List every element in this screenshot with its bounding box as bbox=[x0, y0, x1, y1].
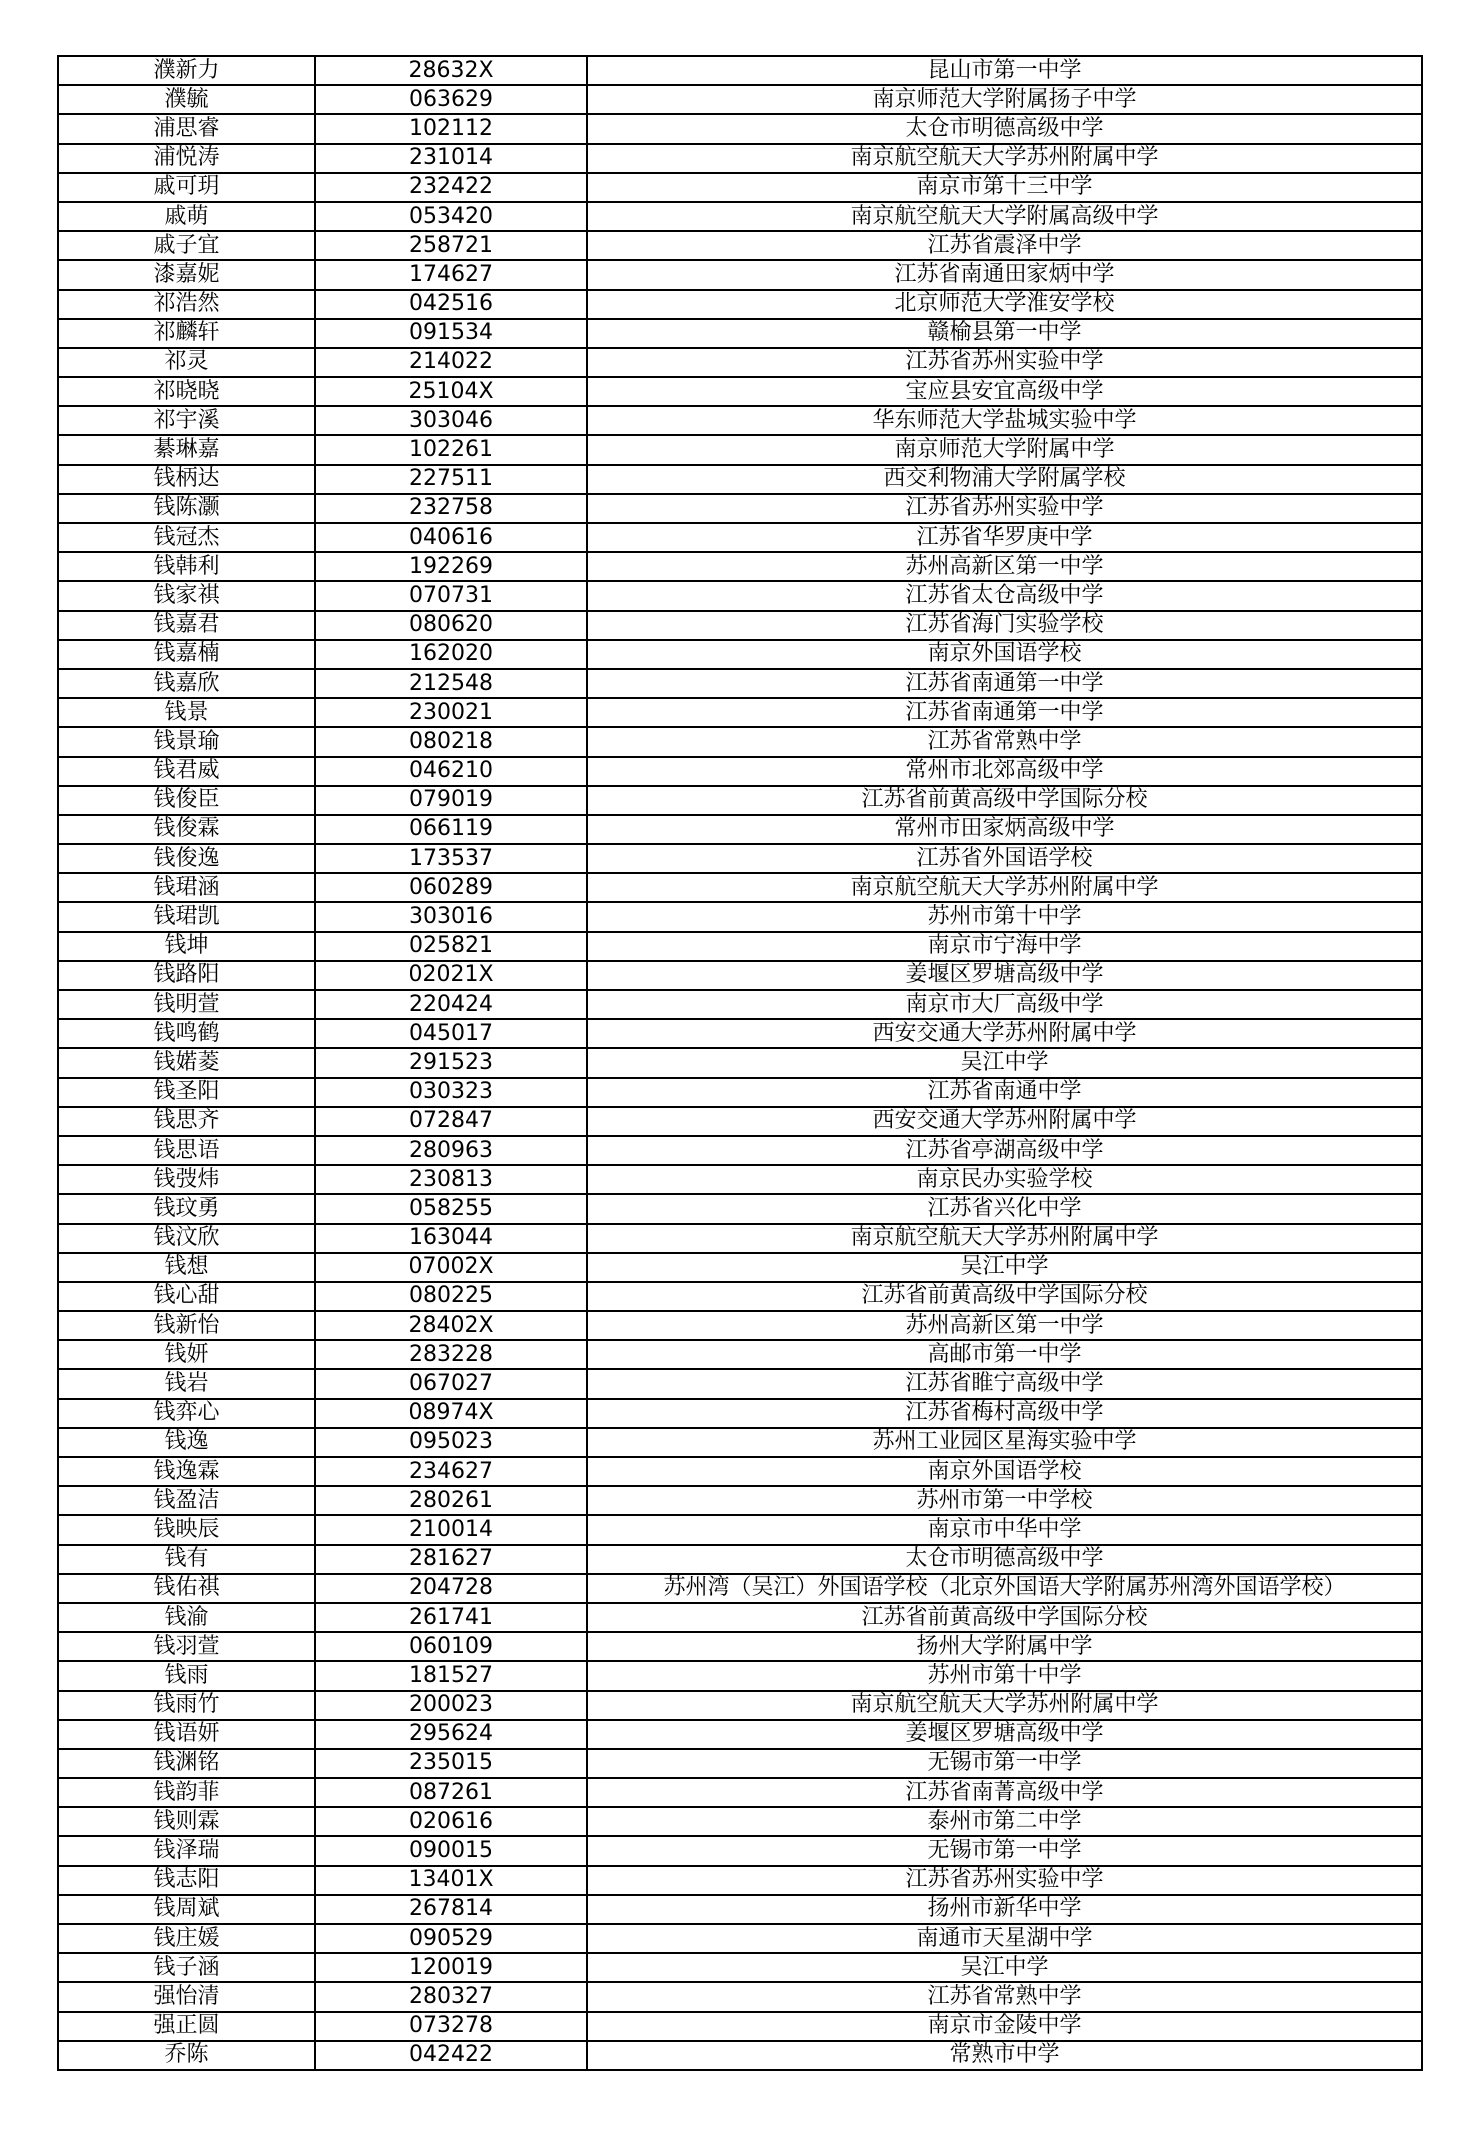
school-name-cell: 江苏省南通第一中学 bbox=[587, 669, 1422, 698]
student-name-cell: 钱坤 bbox=[58, 932, 315, 961]
student-name-cell: 祁浩然 bbox=[58, 290, 315, 319]
student-name-cell: 钱雨竹 bbox=[58, 1691, 315, 1720]
id-number-cell: 181527 bbox=[315, 1661, 587, 1690]
id-number-cell: 058255 bbox=[315, 1194, 587, 1223]
student-name-cell: 钱佑祺 bbox=[58, 1574, 315, 1603]
student-name-cell: 钱新怡 bbox=[58, 1311, 315, 1340]
id-number-cell: 045017 bbox=[315, 1019, 587, 1048]
id-number-cell: 102261 bbox=[315, 435, 587, 464]
school-name-cell: 南京市第十三中学 bbox=[587, 173, 1422, 202]
student-name-cell: 钱则霖 bbox=[58, 1807, 315, 1836]
school-name-cell: 吴江中学 bbox=[587, 1953, 1422, 1982]
table-row bbox=[58, 1399, 1422, 1428]
table-row bbox=[58, 1661, 1422, 1690]
table-row bbox=[58, 377, 1422, 406]
student-name-cell: 钱嘉楠 bbox=[58, 640, 315, 669]
student-name-cell: 钱雨 bbox=[58, 1661, 315, 1690]
student-name-cell: 钱妍 bbox=[58, 1340, 315, 1369]
table-row bbox=[58, 319, 1422, 348]
table-row bbox=[58, 1953, 1422, 1982]
student-name-cell: 祁麟轩 bbox=[58, 319, 315, 348]
id-number-cell: 230021 bbox=[315, 698, 587, 727]
table-row bbox=[58, 85, 1422, 114]
table-row bbox=[58, 2041, 1422, 2070]
id-number-cell: 192269 bbox=[315, 552, 587, 581]
id-number-cell: 040616 bbox=[315, 523, 587, 552]
table-row bbox=[58, 611, 1422, 640]
student-name-cell: 祁宇溪 bbox=[58, 406, 315, 435]
student-name-cell: 钱鸣鹤 bbox=[58, 1019, 315, 1048]
table-row bbox=[58, 1078, 1422, 1107]
id-number-cell: 042516 bbox=[315, 290, 587, 319]
student-name-cell: 钱俊逸 bbox=[58, 844, 315, 873]
id-number-cell: 087261 bbox=[315, 1778, 587, 1807]
student-name-cell: 濮新力 bbox=[58, 56, 315, 85]
id-number-cell: 08974X bbox=[315, 1399, 587, 1428]
school-name-cell: 南通市天星湖中学 bbox=[587, 1924, 1422, 1953]
table-row bbox=[58, 873, 1422, 902]
id-number-cell: 210014 bbox=[315, 1515, 587, 1544]
table-row bbox=[58, 815, 1422, 844]
student-name-cell: 钱弢炜 bbox=[58, 1165, 315, 1194]
roster-body bbox=[58, 56, 1422, 2070]
table-row bbox=[58, 552, 1422, 581]
id-number-cell: 214022 bbox=[315, 348, 587, 377]
table-row bbox=[58, 1807, 1422, 1836]
school-name-cell: 太仓市明德高级中学 bbox=[587, 114, 1422, 143]
id-number-cell: 232758 bbox=[315, 494, 587, 523]
student-name-cell: 钱婼菱 bbox=[58, 1048, 315, 1077]
id-number-cell: 163044 bbox=[315, 1224, 587, 1253]
student-name-cell: 钱君威 bbox=[58, 757, 315, 786]
table-row bbox=[58, 1486, 1422, 1515]
table-row bbox=[58, 173, 1422, 202]
id-number-cell: 234627 bbox=[315, 1457, 587, 1486]
table-row bbox=[58, 1895, 1422, 1924]
table-row bbox=[58, 961, 1422, 990]
id-number-cell: 227511 bbox=[315, 465, 587, 494]
table-row bbox=[58, 902, 1422, 931]
student-name-cell: 钱俊霖 bbox=[58, 815, 315, 844]
student-name-cell: 漆嘉妮 bbox=[58, 260, 315, 289]
student-name-cell: 钱柄达 bbox=[58, 465, 315, 494]
id-number-cell: 042422 bbox=[315, 2041, 587, 2070]
school-name-cell: 南京外国语学校 bbox=[587, 1457, 1422, 1486]
student-name-cell: 钱嘉欣 bbox=[58, 669, 315, 698]
school-name-cell: 江苏省常熟中学 bbox=[587, 1982, 1422, 2011]
id-number-cell: 261741 bbox=[315, 1603, 587, 1632]
student-name-cell: 钱泽瑞 bbox=[58, 1836, 315, 1865]
school-name-cell: 江苏省海门实验学校 bbox=[587, 611, 1422, 640]
student-name-cell: 钱语妍 bbox=[58, 1720, 315, 1749]
id-number-cell: 02021X bbox=[315, 961, 587, 990]
id-number-cell: 212548 bbox=[315, 669, 587, 698]
id-number-cell: 020616 bbox=[315, 1807, 587, 1836]
school-name-cell: 南京市金陵中学 bbox=[587, 2012, 1422, 2041]
school-name-cell: 华东师范大学盐城实验中学 bbox=[587, 406, 1422, 435]
table-row bbox=[58, 144, 1422, 173]
school-name-cell: 高邮市第一中学 bbox=[587, 1340, 1422, 1369]
school-name-cell: 太仓市明德高级中学 bbox=[587, 1545, 1422, 1574]
id-number-cell: 200023 bbox=[315, 1691, 587, 1720]
table-row bbox=[58, 260, 1422, 289]
student-name-cell: 钱心甜 bbox=[58, 1282, 315, 1311]
id-number-cell: 090015 bbox=[315, 1836, 587, 1865]
table-row bbox=[58, 1369, 1422, 1398]
school-name-cell: 无锡市第一中学 bbox=[587, 1749, 1422, 1778]
id-number-cell: 046210 bbox=[315, 757, 587, 786]
table-row bbox=[58, 932, 1422, 961]
student-name-cell: 钱周斌 bbox=[58, 1895, 315, 1924]
student-name-cell: 濮毓 bbox=[58, 85, 315, 114]
student-name-cell: 戚萌 bbox=[58, 202, 315, 231]
id-number-cell: 283228 bbox=[315, 1340, 587, 1369]
id-number-cell: 079019 bbox=[315, 786, 587, 815]
table-row bbox=[58, 406, 1422, 435]
school-name-cell: 苏州市第十中学 bbox=[587, 1661, 1422, 1690]
id-number-cell: 204728 bbox=[315, 1574, 587, 1603]
student-name-cell: 钱思语 bbox=[58, 1136, 315, 1165]
school-name-cell: 江苏省前黄高级中学国际分校 bbox=[587, 1603, 1422, 1632]
student-name-cell: 钱子涵 bbox=[58, 1953, 315, 1982]
id-number-cell: 120019 bbox=[315, 1953, 587, 1982]
id-number-cell: 220424 bbox=[315, 990, 587, 1019]
student-name-cell: 浦悦涛 bbox=[58, 144, 315, 173]
school-name-cell: 南京航空航天大学附属高级中学 bbox=[587, 202, 1422, 231]
student-name-cell: 钱珺涵 bbox=[58, 873, 315, 902]
school-name-cell: 昆山市第一中学 bbox=[587, 56, 1422, 85]
id-number-cell: 28402X bbox=[315, 1311, 587, 1340]
student-name-cell: 钱景瑜 bbox=[58, 727, 315, 756]
id-number-cell: 173537 bbox=[315, 844, 587, 873]
student-name-cell: 祁灵 bbox=[58, 348, 315, 377]
school-name-cell: 江苏省南菁高级中学 bbox=[587, 1778, 1422, 1807]
student-name-cell: 戚可玥 bbox=[58, 173, 315, 202]
student-name-cell: 钱逸 bbox=[58, 1428, 315, 1457]
school-name-cell: 南京航空航天大学苏州附属中学 bbox=[587, 873, 1422, 902]
school-name-cell: 南京外国语学校 bbox=[587, 640, 1422, 669]
school-name-cell: 无锡市第一中学 bbox=[587, 1836, 1422, 1865]
student-name-cell: 钱映辰 bbox=[58, 1515, 315, 1544]
school-name-cell: 江苏省太仓高级中学 bbox=[587, 581, 1422, 610]
table-row bbox=[58, 1632, 1422, 1661]
school-name-cell: 江苏省亭湖高级中学 bbox=[587, 1136, 1422, 1165]
student-name-cell: 钱有 bbox=[58, 1545, 315, 1574]
school-name-cell: 苏州高新区第一中学 bbox=[587, 552, 1422, 581]
student-name-cell: 钱逸霖 bbox=[58, 1457, 315, 1486]
id-number-cell: 060289 bbox=[315, 873, 587, 902]
table-row bbox=[58, 1224, 1422, 1253]
school-name-cell: 北京师范大学淮安学校 bbox=[587, 290, 1422, 319]
school-name-cell: 江苏省梅村高级中学 bbox=[587, 1399, 1422, 1428]
table-row bbox=[58, 1982, 1422, 2011]
table-row bbox=[58, 581, 1422, 610]
student-name-cell: 钱明萱 bbox=[58, 990, 315, 1019]
id-number-cell: 080225 bbox=[315, 1282, 587, 1311]
student-name-cell: 钱羽萱 bbox=[58, 1632, 315, 1661]
id-number-cell: 070731 bbox=[315, 581, 587, 610]
table-row bbox=[58, 727, 1422, 756]
table-row bbox=[58, 990, 1422, 1019]
id-number-cell: 291523 bbox=[315, 1048, 587, 1077]
school-name-cell: 江苏省苏州实验中学 bbox=[587, 494, 1422, 523]
table-row bbox=[58, 1603, 1422, 1632]
school-name-cell: 江苏省南通第一中学 bbox=[587, 698, 1422, 727]
table-row bbox=[58, 1924, 1422, 1953]
student-name-cell: 钱志阳 bbox=[58, 1866, 315, 1895]
school-name-cell: 赣榆县第一中学 bbox=[587, 319, 1422, 348]
school-name-cell: 南京市中华中学 bbox=[587, 1515, 1422, 1544]
student-name-cell: 戚子宜 bbox=[58, 231, 315, 260]
id-number-cell: 28632X bbox=[315, 56, 587, 85]
id-number-cell: 303016 bbox=[315, 902, 587, 931]
table-row bbox=[58, 1515, 1422, 1544]
school-name-cell: 江苏省前黄高级中学国际分校 bbox=[587, 1282, 1422, 1311]
school-name-cell: 南京民办实验学校 bbox=[587, 1165, 1422, 1194]
table-row bbox=[58, 465, 1422, 494]
school-name-cell: 苏州市第十中学 bbox=[587, 902, 1422, 931]
school-name-cell: 常州市北郊高级中学 bbox=[587, 757, 1422, 786]
table-row bbox=[58, 669, 1422, 698]
table-row bbox=[58, 1136, 1422, 1165]
table-row bbox=[58, 1019, 1422, 1048]
student-name-cell: 强怡清 bbox=[58, 1982, 315, 2011]
school-name-cell: 南京航空航天大学苏州附属中学 bbox=[587, 1224, 1422, 1253]
student-name-cell: 浦思睿 bbox=[58, 114, 315, 143]
id-number-cell: 102112 bbox=[315, 114, 587, 143]
school-name-cell: 江苏省前黄高级中学国际分校 bbox=[587, 786, 1422, 815]
student-name-cell: 钱岩 bbox=[58, 1369, 315, 1398]
table-row bbox=[58, 698, 1422, 727]
student-name-cell: 钱景 bbox=[58, 698, 315, 727]
school-name-cell: 江苏省苏州实验中学 bbox=[587, 348, 1422, 377]
table-row bbox=[58, 1720, 1422, 1749]
school-name-cell: 苏州工业园区星海实验中学 bbox=[587, 1428, 1422, 1457]
student-name-cell: 钱俊臣 bbox=[58, 786, 315, 815]
table-row bbox=[58, 1282, 1422, 1311]
student-name-cell: 钱玟勇 bbox=[58, 1194, 315, 1223]
table-row bbox=[58, 1574, 1422, 1603]
student-name-cell: 钱盈洁 bbox=[58, 1486, 315, 1515]
student-name-cell: 钱庄媛 bbox=[58, 1924, 315, 1953]
school-name-cell: 南京师范大学附属扬子中学 bbox=[587, 85, 1422, 114]
school-name-cell: 江苏省兴化中学 bbox=[587, 1194, 1422, 1223]
id-number-cell: 067027 bbox=[315, 1369, 587, 1398]
table-row bbox=[58, 786, 1422, 815]
student-name-cell: 乔陈 bbox=[58, 2041, 315, 2070]
student-name-cell: 钱韩利 bbox=[58, 552, 315, 581]
table-row bbox=[58, 290, 1422, 319]
table-row bbox=[58, 1253, 1422, 1282]
student-name-cell: 钱渝 bbox=[58, 1603, 315, 1632]
id-number-cell: 25104X bbox=[315, 377, 587, 406]
table-row bbox=[58, 1836, 1422, 1865]
student-name-cell: 强正圆 bbox=[58, 2012, 315, 2041]
table-row bbox=[58, 1749, 1422, 1778]
id-number-cell: 072847 bbox=[315, 1107, 587, 1136]
id-number-cell: 080218 bbox=[315, 727, 587, 756]
id-number-cell: 060109 bbox=[315, 1632, 587, 1661]
id-number-cell: 063629 bbox=[315, 85, 587, 114]
school-name-cell: 江苏省常熟中学 bbox=[587, 727, 1422, 756]
table-row bbox=[58, 1866, 1422, 1895]
school-name-cell: 西安交通大学苏州附属中学 bbox=[587, 1107, 1422, 1136]
table-row bbox=[58, 1107, 1422, 1136]
id-number-cell: 295624 bbox=[315, 1720, 587, 1749]
id-number-cell: 07002X bbox=[315, 1253, 587, 1282]
student-name-cell: 钱冠杰 bbox=[58, 523, 315, 552]
table-row bbox=[58, 1311, 1422, 1340]
id-number-cell: 095023 bbox=[315, 1428, 587, 1457]
student-name-cell: 钱韵菲 bbox=[58, 1778, 315, 1807]
student-name-cell: 綦琳嘉 bbox=[58, 435, 315, 464]
table-row bbox=[58, 114, 1422, 143]
table-row bbox=[58, 1428, 1422, 1457]
table-row bbox=[58, 1778, 1422, 1807]
student-name-cell: 钱珺凯 bbox=[58, 902, 315, 931]
table-row bbox=[58, 348, 1422, 377]
table-row bbox=[58, 202, 1422, 231]
table-row bbox=[58, 757, 1422, 786]
table-row bbox=[58, 640, 1422, 669]
id-number-cell: 091534 bbox=[315, 319, 587, 348]
school-name-cell: 南京市宁海中学 bbox=[587, 932, 1422, 961]
school-name-cell: 苏州市第一中学校 bbox=[587, 1486, 1422, 1515]
school-name-cell: 吴江中学 bbox=[587, 1048, 1422, 1077]
school-name-cell: 西安交通大学苏州附属中学 bbox=[587, 1019, 1422, 1048]
school-name-cell: 西交利物浦大学附属学校 bbox=[587, 465, 1422, 494]
school-name-cell: 常州市田家炳高级中学 bbox=[587, 815, 1422, 844]
student-name-cell: 钱陈灏 bbox=[58, 494, 315, 523]
id-number-cell: 235015 bbox=[315, 1749, 587, 1778]
table-row bbox=[58, 1165, 1422, 1194]
student-name-cell: 钱思齐 bbox=[58, 1107, 315, 1136]
school-name-cell: 姜堰区罗塘高级中学 bbox=[587, 961, 1422, 990]
school-name-cell: 江苏省外国语学校 bbox=[587, 844, 1422, 873]
roster-table bbox=[57, 55, 1423, 2071]
table-row bbox=[58, 494, 1422, 523]
id-number-cell: 281627 bbox=[315, 1545, 587, 1574]
school-name-cell: 扬州市新华中学 bbox=[587, 1895, 1422, 1924]
table-row bbox=[58, 1194, 1422, 1223]
id-number-cell: 258721 bbox=[315, 231, 587, 260]
student-name-cell: 钱家祺 bbox=[58, 581, 315, 610]
table-row bbox=[58, 1340, 1422, 1369]
school-name-cell: 南京市大厂高级中学 bbox=[587, 990, 1422, 1019]
school-name-cell: 江苏省南通中学 bbox=[587, 1078, 1422, 1107]
school-name-cell: 江苏省睢宁高级中学 bbox=[587, 1369, 1422, 1398]
student-name-cell: 钱圣阳 bbox=[58, 1078, 315, 1107]
school-name-cell: 吴江中学 bbox=[587, 1253, 1422, 1282]
id-number-cell: 280261 bbox=[315, 1486, 587, 1515]
id-number-cell: 231014 bbox=[315, 144, 587, 173]
school-name-cell: 南京师范大学附属中学 bbox=[587, 435, 1422, 464]
student-name-cell: 钱想 bbox=[58, 1253, 315, 1282]
id-number-cell: 162020 bbox=[315, 640, 587, 669]
student-name-cell: 钱弈心 bbox=[58, 1399, 315, 1428]
id-number-cell: 174627 bbox=[315, 260, 587, 289]
school-name-cell: 泰州市第二中学 bbox=[587, 1807, 1422, 1836]
student-name-cell: 钱渊铭 bbox=[58, 1749, 315, 1778]
table-row bbox=[58, 56, 1422, 85]
school-name-cell: 南京航空航天大学苏州附属中学 bbox=[587, 1691, 1422, 1720]
student-name-cell: 祁晓晓 bbox=[58, 377, 315, 406]
id-number-cell: 280963 bbox=[315, 1136, 587, 1165]
school-name-cell: 姜堰区罗塘高级中学 bbox=[587, 1720, 1422, 1749]
id-number-cell: 053420 bbox=[315, 202, 587, 231]
school-name-cell: 苏州高新区第一中学 bbox=[587, 1311, 1422, 1340]
school-name-cell: 江苏省南通田家炳中学 bbox=[587, 260, 1422, 289]
school-name-cell: 扬州大学附属中学 bbox=[587, 1632, 1422, 1661]
student-name-cell: 钱嘉君 bbox=[58, 611, 315, 640]
student-name-cell: 钱汶欣 bbox=[58, 1224, 315, 1253]
school-name-cell: 江苏省苏州实验中学 bbox=[587, 1866, 1422, 1895]
id-number-cell: 025821 bbox=[315, 932, 587, 961]
table-row bbox=[58, 1048, 1422, 1077]
school-name-cell: 江苏省震泽中学 bbox=[587, 231, 1422, 260]
table-row bbox=[58, 1691, 1422, 1720]
table-row bbox=[58, 1545, 1422, 1574]
table-row bbox=[58, 1457, 1422, 1486]
id-number-cell: 066119 bbox=[315, 815, 587, 844]
id-number-cell: 303046 bbox=[315, 406, 587, 435]
id-number-cell: 080620 bbox=[315, 611, 587, 640]
id-number-cell: 232422 bbox=[315, 173, 587, 202]
id-number-cell: 13401X bbox=[315, 1866, 587, 1895]
id-number-cell: 230813 bbox=[315, 1165, 587, 1194]
school-name-cell: 苏州湾（吴江）外国语学校（北京外国语大学附属苏州湾外国语学校） bbox=[587, 1574, 1422, 1603]
table-row bbox=[58, 2012, 1422, 2041]
school-name-cell: 南京航空航天大学苏州附属中学 bbox=[587, 144, 1422, 173]
table-row bbox=[58, 523, 1422, 552]
school-name-cell: 江苏省华罗庚中学 bbox=[587, 523, 1422, 552]
table-row bbox=[58, 231, 1422, 260]
id-number-cell: 090529 bbox=[315, 1924, 587, 1953]
id-number-cell: 267814 bbox=[315, 1895, 587, 1924]
school-name-cell: 常熟市中学 bbox=[587, 2041, 1422, 2070]
id-number-cell: 073278 bbox=[315, 2012, 587, 2041]
student-name-cell: 钱路阳 bbox=[58, 961, 315, 990]
id-number-cell: 280327 bbox=[315, 1982, 587, 2011]
id-number-cell: 030323 bbox=[315, 1078, 587, 1107]
school-name-cell: 宝应县安宜高级中学 bbox=[587, 377, 1422, 406]
table-row bbox=[58, 844, 1422, 873]
table-row bbox=[58, 435, 1422, 464]
